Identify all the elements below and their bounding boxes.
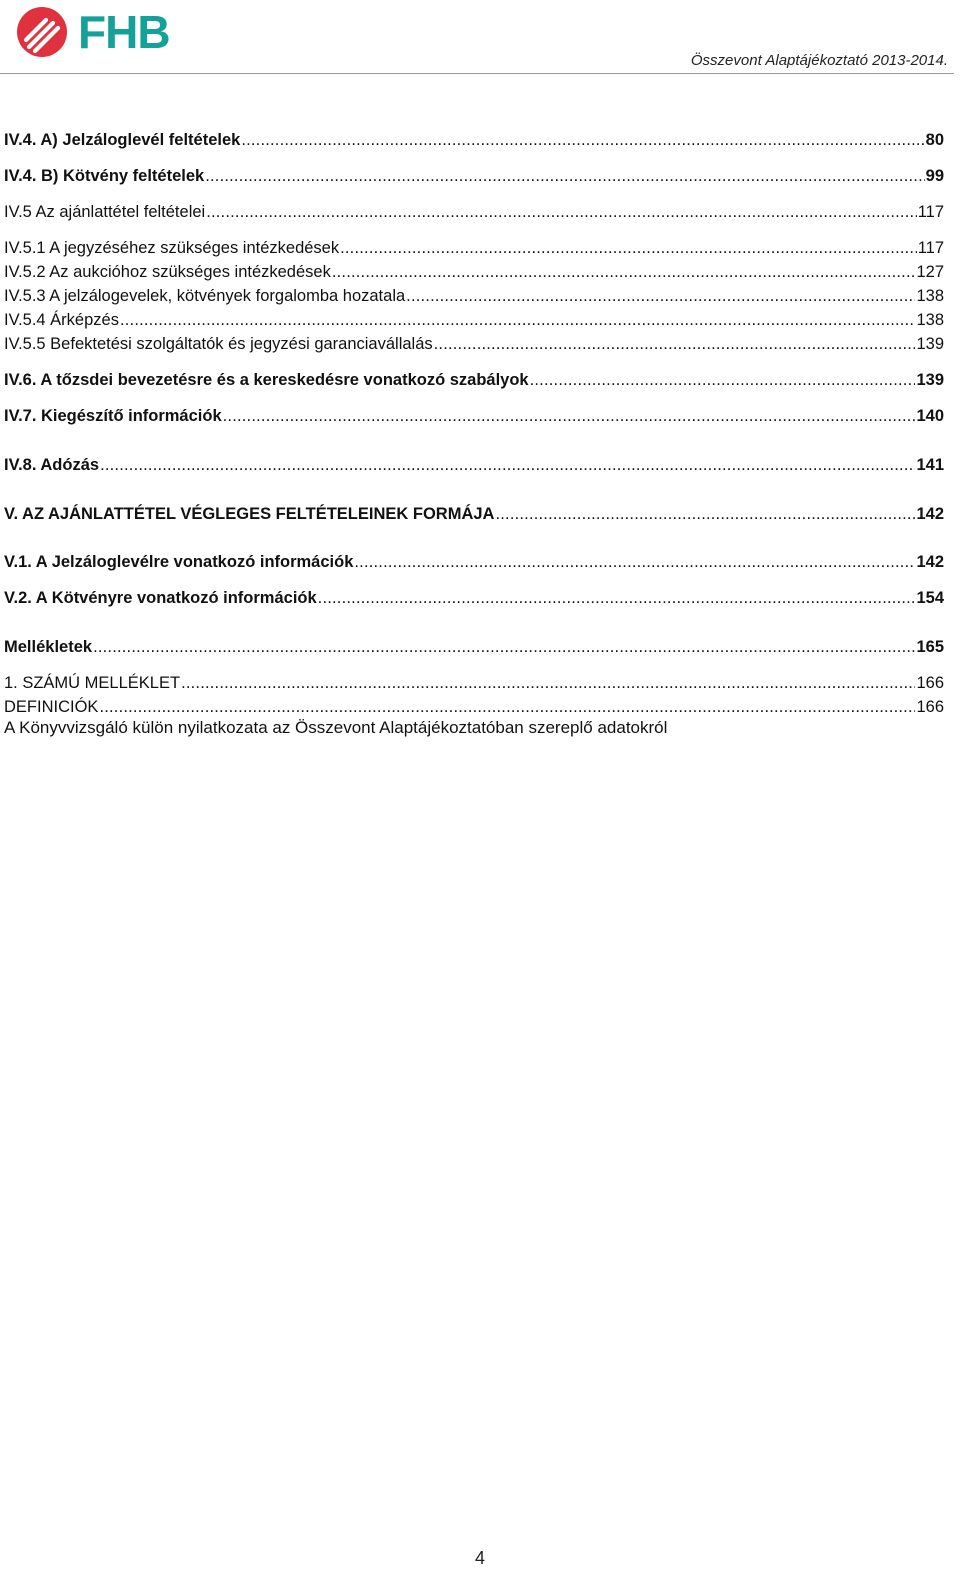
toc-entry-page: 139 xyxy=(916,335,944,353)
toc-entry-title: IV.8. Adózás xyxy=(4,456,100,474)
toc-entry-page: 165 xyxy=(916,638,944,656)
toc-entry-page: 142 xyxy=(916,553,944,571)
toc-entry[interactable] xyxy=(4,695,944,717)
toc-leader-dots xyxy=(332,262,916,282)
toc-entry[interactable] xyxy=(4,404,944,426)
toc-leader-dots xyxy=(205,166,924,186)
toc-leader-dots xyxy=(99,697,915,717)
toc-entry-page: 166 xyxy=(916,698,944,716)
document-title: Összevont Alaptájékoztató 2013-2014. xyxy=(690,52,948,69)
toc-entry-page: 154 xyxy=(916,589,944,607)
toc-entry-page: 99 xyxy=(925,167,944,185)
toc-entry-title: IV.4. B) Kötvény feltételek xyxy=(4,167,205,185)
toc-leader-dots xyxy=(354,552,915,572)
toc-leader-dots xyxy=(340,238,917,258)
toc-leader-dots xyxy=(318,588,916,608)
toc-leader-dots xyxy=(434,334,916,354)
toc-entry-title: DEFINICIÓK xyxy=(4,698,99,716)
logo-text: FHB xyxy=(78,6,170,58)
toc-entry-page: 142 xyxy=(916,505,944,523)
toc-entry-page: 138 xyxy=(916,287,944,305)
toc-entry[interactable] xyxy=(4,308,944,330)
toc-leader-dots xyxy=(495,504,915,524)
toc-entry-title: V.2. A Kötvényre vonatkozó információk xyxy=(4,589,317,607)
toc-entry-page: 140 xyxy=(916,407,944,425)
toc-entry[interactable] xyxy=(4,236,944,258)
toc-leader-dots xyxy=(206,202,916,222)
toc-entry[interactable] xyxy=(4,164,944,186)
toc-entry[interactable] xyxy=(4,453,944,475)
page-number: 4 xyxy=(474,1548,485,1568)
toc-entry-title: 1. SZÁMÚ MELLÉKLET xyxy=(4,674,181,692)
toc-leader-dots xyxy=(100,455,915,475)
toc-entry[interactable] xyxy=(4,368,944,390)
toc-entry-title: V.1. A Jelzáloglevélre vonatkozó információk xyxy=(4,553,354,571)
toc-entry[interactable] xyxy=(4,635,944,657)
toc-entry-title: IV.4. A) Jelzáloglevél feltételek xyxy=(4,131,241,149)
toc-leader-dots xyxy=(93,637,915,657)
toc-entry[interactable] xyxy=(4,671,944,693)
toc-entry[interactable] xyxy=(4,332,944,354)
toc-entry-title: IV.7. Kiegészítő információk xyxy=(4,407,222,425)
toc-leader-dots xyxy=(181,673,915,693)
toc-entry-title: Mellékletek xyxy=(4,638,93,656)
toc-entry-page: 166 xyxy=(916,674,944,692)
toc-entry-page: 138 xyxy=(916,311,944,329)
toc-entry-title: IV.5.2 Az aukcióhoz szükséges intézkedések xyxy=(4,263,331,281)
toc-entry-title: IV.5.5 Befektetési szolgáltatók és jegyzési garanciavállalás xyxy=(4,335,433,353)
toc-leader-dots xyxy=(530,370,916,390)
toc-entry[interactable] xyxy=(4,128,944,150)
toc-entry-page: 117 xyxy=(917,203,944,221)
toc-entry-page: 117 xyxy=(917,239,944,257)
toc-entry-title: IV.6. A tőzsdei bevezetésre és a kereskedésre vonatkozó szabályok xyxy=(4,371,529,389)
toc-entry-title: IV.5.4 Árképzés xyxy=(4,311,119,329)
toc-entry-page: 127 xyxy=(916,263,944,281)
toc-entry-page: 139 xyxy=(916,371,944,389)
toc-entry[interactable] xyxy=(4,260,944,282)
toc-entry-page: 141 xyxy=(916,456,944,474)
toc-entry-title: V. AZ AJÁNLATTÉTEL VÉGLEGES FELTÉTELEINEK FORMÁJA xyxy=(4,505,495,523)
toc-leader-dots xyxy=(223,406,916,426)
toc-leader-dots xyxy=(241,130,924,150)
toc-entry-title: IV.5.3 A jelzálogevelek, kötvények forgalomba hozatala xyxy=(4,287,406,305)
toc-entry[interactable] xyxy=(4,502,944,524)
toc-leader-dots xyxy=(406,286,915,306)
auditor-statement-note: A Könyvvizsgáló külön nyilatkozata az Összevont Alaptájékoztatóban szereplő adatokról xyxy=(4,718,668,737)
toc-entry[interactable] xyxy=(4,200,944,222)
toc-entry-title: IV.5.1 A jegyzéséhez szükséges intézkedések xyxy=(4,239,340,257)
toc-entry-title: IV.5 Az ajánlattétel feltételei xyxy=(4,203,206,221)
toc-entry[interactable] xyxy=(4,550,944,572)
toc-entry-page: 80 xyxy=(925,131,944,149)
toc-leader-dots xyxy=(120,310,916,330)
toc-entry[interactable] xyxy=(4,586,944,608)
toc-entry[interactable] xyxy=(4,284,944,306)
